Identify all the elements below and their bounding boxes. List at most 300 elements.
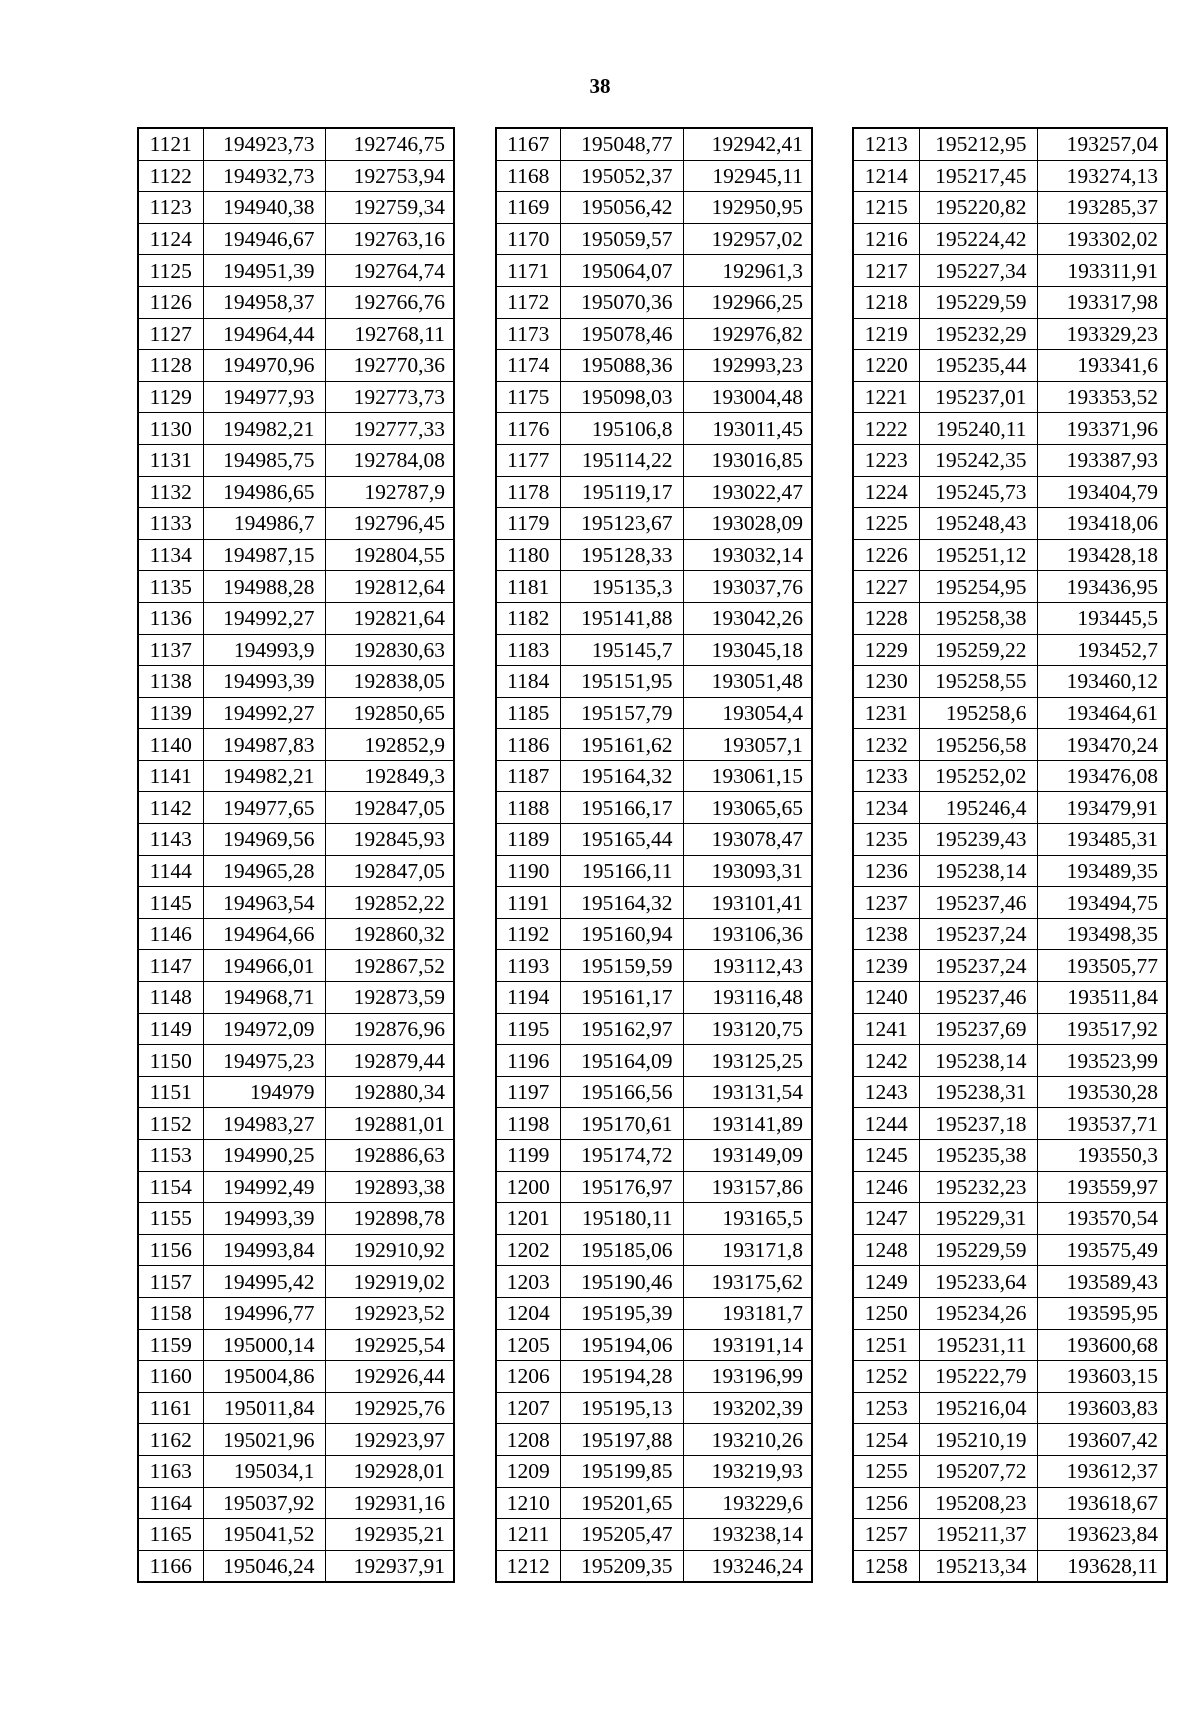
y-coordinate-cell: 193311,91 [1037,255,1167,287]
y-coordinate-cell: 192873,59 [325,982,454,1014]
table-row [496,508,812,540]
table-row [138,1013,454,1045]
point-number-cell: 1196 [496,1045,560,1077]
y-coordinate-cell: 193353,52 [1037,381,1167,413]
table-row [138,1487,454,1519]
table-row [853,1234,1167,1266]
point-number-cell: 1197 [496,1076,560,1108]
y-coordinate-cell: 193238,14 [683,1519,812,1551]
coordinates-table-2 [495,127,813,1583]
x-coordinate-cell: 195106,8 [560,413,683,445]
point-number-cell: 1240 [853,982,919,1014]
table-row [496,413,812,445]
table-row [496,602,812,634]
x-coordinate-cell: 195194,28 [560,1361,683,1393]
y-coordinate-cell: 192898,78 [325,1203,454,1235]
table-row [138,255,454,287]
table-row [853,192,1167,224]
y-coordinate-cell: 193523,99 [1037,1045,1167,1077]
table-row [853,792,1167,824]
x-coordinate-cell: 195088,36 [560,350,683,382]
x-coordinate-cell: 194985,75 [203,444,325,476]
point-number-cell: 1195 [496,1013,560,1045]
x-coordinate-cell: 195164,32 [560,760,683,792]
table-row [138,476,454,508]
x-coordinate-cell: 195201,65 [560,1487,683,1519]
table-row [853,1171,1167,1203]
table-row [853,476,1167,508]
x-coordinate-cell: 195239,43 [919,824,1037,856]
table-row [853,223,1167,255]
x-coordinate-cell: 195213,34 [919,1550,1037,1582]
x-coordinate-cell: 195114,22 [560,444,683,476]
x-coordinate-cell: 195166,11 [560,855,683,887]
x-coordinate-cell: 195194,06 [560,1329,683,1361]
x-coordinate-cell: 194986,7 [203,508,325,540]
point-number-cell: 1203 [496,1266,560,1298]
point-number-cell: 1148 [138,982,203,1014]
x-coordinate-cell: 195000,14 [203,1329,325,1361]
table-row [496,1266,812,1298]
y-coordinate-cell: 193530,28 [1037,1076,1167,1108]
x-coordinate-cell: 194964,44 [203,318,325,350]
x-coordinate-cell: 195209,35 [560,1550,683,1582]
y-coordinate-cell: 193257,04 [1037,128,1167,160]
x-coordinate-cell: 194993,9 [203,634,325,666]
x-coordinate-cell: 194982,21 [203,413,325,445]
y-coordinate-cell: 192880,34 [325,1076,454,1108]
x-coordinate-cell: 195238,14 [919,1045,1037,1077]
point-number-cell: 1217 [853,255,919,287]
y-coordinate-cell: 193387,93 [1037,444,1167,476]
table-row [496,1297,812,1329]
y-coordinate-cell: 192847,05 [325,855,454,887]
x-coordinate-cell: 195141,88 [560,602,683,634]
point-number-cell: 1124 [138,223,203,255]
y-coordinate-cell: 192925,76 [325,1392,454,1424]
x-coordinate-cell: 195176,97 [560,1171,683,1203]
table-row [853,1108,1167,1140]
point-number-cell: 1207 [496,1392,560,1424]
table-row [496,539,812,571]
table-row [138,223,454,255]
y-coordinate-cell: 193603,83 [1037,1392,1167,1424]
x-coordinate-cell: 195199,85 [560,1455,683,1487]
point-number-cell: 1128 [138,350,203,382]
y-coordinate-cell: 193559,97 [1037,1171,1167,1203]
x-coordinate-cell: 195258,6 [919,697,1037,729]
table-row [138,634,454,666]
y-coordinate-cell: 193011,45 [683,413,812,445]
table-row [496,1361,812,1393]
x-coordinate-cell: 195164,32 [560,887,683,919]
y-coordinate-cell: 193037,76 [683,571,812,603]
table-row [496,792,812,824]
table-row [496,1140,812,1172]
y-coordinate-cell: 193229,6 [683,1487,812,1519]
point-number-cell: 1255 [853,1455,919,1487]
x-coordinate-cell: 194968,71 [203,982,325,1014]
point-number-cell: 1254 [853,1424,919,1456]
point-number-cell: 1172 [496,286,560,318]
y-coordinate-cell: 192766,76 [325,286,454,318]
x-coordinate-cell: 195052,37 [560,160,683,192]
y-coordinate-cell: 192838,05 [325,666,454,698]
table-row [496,1329,812,1361]
table-row [853,128,1167,160]
x-coordinate-cell: 194972,09 [203,1013,325,1045]
point-number-cell: 1241 [853,1013,919,1045]
point-number-cell: 1125 [138,255,203,287]
point-number-cell: 1208 [496,1424,560,1456]
point-number-cell: 1180 [496,539,560,571]
y-coordinate-cell: 193404,79 [1037,476,1167,508]
table-row [496,571,812,603]
x-coordinate-cell: 195259,22 [919,634,1037,666]
x-coordinate-cell: 194986,65 [203,476,325,508]
y-coordinate-cell: 192777,33 [325,413,454,445]
point-number-cell: 1228 [853,602,919,634]
table-row [496,476,812,508]
y-coordinate-cell: 192763,16 [325,223,454,255]
table-row [853,666,1167,698]
point-number-cell: 1232 [853,729,919,761]
y-coordinate-cell: 192886,63 [325,1140,454,1172]
point-number-cell: 1206 [496,1361,560,1393]
table-row [496,223,812,255]
table-row [138,192,454,224]
x-coordinate-cell: 195195,39 [560,1297,683,1329]
point-number-cell: 1146 [138,918,203,950]
y-coordinate-cell: 192931,16 [325,1487,454,1519]
y-coordinate-cell: 193285,37 [1037,192,1167,224]
point-number-cell: 1176 [496,413,560,445]
x-coordinate-cell: 194977,65 [203,792,325,824]
point-number-cell: 1199 [496,1140,560,1172]
page-number: 38 [589,74,611,98]
table-row [496,855,812,887]
point-number-cell: 1147 [138,950,203,982]
point-number-cell: 1153 [138,1140,203,1172]
y-coordinate-cell: 193317,98 [1037,286,1167,318]
point-number-cell: 1140 [138,729,203,761]
x-coordinate-cell: 194992,27 [203,602,325,634]
y-coordinate-cell: 193476,08 [1037,760,1167,792]
x-coordinate-cell: 195145,7 [560,634,683,666]
x-coordinate-cell: 195160,94 [560,918,683,950]
y-coordinate-cell: 192849,3 [325,760,454,792]
table-row [853,1455,1167,1487]
table-row [496,634,812,666]
y-coordinate-cell: 193575,49 [1037,1234,1167,1266]
x-coordinate-cell: 195190,46 [560,1266,683,1298]
x-coordinate-cell: 194970,96 [203,350,325,382]
x-coordinate-cell: 195166,56 [560,1076,683,1108]
table-row [138,1550,454,1582]
point-number-cell: 1210 [496,1487,560,1519]
x-coordinate-cell: 195041,52 [203,1519,325,1551]
point-number-cell: 1166 [138,1550,203,1582]
point-number-cell: 1179 [496,508,560,540]
point-number-cell: 1237 [853,887,919,919]
y-coordinate-cell: 192852,9 [325,729,454,761]
table-row [138,1203,454,1235]
x-coordinate-cell: 195166,17 [560,792,683,824]
point-number-cell: 1181 [496,571,560,603]
x-coordinate-cell: 194992,27 [203,697,325,729]
table-row [138,1329,454,1361]
coordinates-table-1 [137,127,455,1583]
table-row [138,950,454,982]
y-coordinate-cell: 193460,12 [1037,666,1167,698]
point-number-cell: 1257 [853,1519,919,1551]
point-number-cell: 1155 [138,1203,203,1235]
y-coordinate-cell: 193065,65 [683,792,812,824]
x-coordinate-cell: 195211,37 [919,1519,1037,1551]
y-coordinate-cell: 192768,11 [325,318,454,350]
y-coordinate-cell: 192867,52 [325,950,454,982]
point-number-cell: 1191 [496,887,560,919]
y-coordinate-cell: 193101,41 [683,887,812,919]
y-coordinate-cell: 193116,48 [683,982,812,1014]
point-number-cell: 1201 [496,1203,560,1235]
x-coordinate-cell: 195135,3 [560,571,683,603]
table-row [853,413,1167,445]
table-row [496,982,812,1014]
y-coordinate-cell: 192821,64 [325,602,454,634]
y-coordinate-cell: 193051,48 [683,666,812,698]
table-row [138,1361,454,1393]
point-number-cell: 1234 [853,792,919,824]
point-number-cell: 1159 [138,1329,203,1361]
table-row [138,1455,454,1487]
y-coordinate-cell: 193485,31 [1037,824,1167,856]
x-coordinate-cell: 195064,07 [560,255,683,287]
point-number-cell: 1126 [138,286,203,318]
y-coordinate-cell: 193498,35 [1037,918,1167,950]
point-number-cell: 1169 [496,192,560,224]
point-number-cell: 1171 [496,255,560,287]
point-number-cell: 1204 [496,1297,560,1329]
x-coordinate-cell: 195037,92 [203,1487,325,1519]
table-row [853,160,1167,192]
y-coordinate-cell: 193341,6 [1037,350,1167,382]
point-number-cell: 1133 [138,508,203,540]
table-row [138,318,454,350]
table-row [138,918,454,950]
x-coordinate-cell: 195235,38 [919,1140,1037,1172]
x-coordinate-cell: 195161,62 [560,729,683,761]
y-coordinate-cell: 193628,11 [1037,1550,1167,1582]
y-coordinate-cell: 192926,44 [325,1361,454,1393]
table-row [138,286,454,318]
table-row [496,1550,812,1582]
y-coordinate-cell: 192860,32 [325,918,454,950]
point-number-cell: 1174 [496,350,560,382]
y-coordinate-cell: 193505,77 [1037,950,1167,982]
point-number-cell: 1178 [496,476,560,508]
y-coordinate-cell: 192976,82 [683,318,812,350]
point-number-cell: 1250 [853,1297,919,1329]
table-row [496,1234,812,1266]
point-number-cell: 1168 [496,160,560,192]
y-coordinate-cell: 192935,21 [325,1519,454,1551]
point-number-cell: 1186 [496,729,560,761]
x-coordinate-cell: 195128,33 [560,539,683,571]
point-number-cell: 1185 [496,697,560,729]
y-coordinate-cell: 193141,89 [683,1108,812,1140]
table-row [138,1424,454,1456]
x-coordinate-cell: 195232,23 [919,1171,1037,1203]
y-coordinate-cell: 193196,99 [683,1361,812,1393]
point-number-cell: 1216 [853,223,919,255]
x-coordinate-cell: 194982,21 [203,760,325,792]
point-number-cell: 1170 [496,223,560,255]
y-coordinate-cell: 193246,24 [683,1550,812,1582]
table-row [138,855,454,887]
point-number-cell: 1121 [138,128,203,160]
x-coordinate-cell: 195237,01 [919,381,1037,413]
point-number-cell: 1183 [496,634,560,666]
y-coordinate-cell: 193125,25 [683,1045,812,1077]
point-number-cell: 1193 [496,950,560,982]
y-coordinate-cell: 192919,02 [325,1266,454,1298]
y-coordinate-cell: 192784,08 [325,444,454,476]
point-number-cell: 1253 [853,1392,919,1424]
x-coordinate-cell: 195231,11 [919,1329,1037,1361]
x-coordinate-cell: 195207,72 [919,1455,1037,1487]
y-coordinate-cell: 192759,34 [325,192,454,224]
table-row [853,1424,1167,1456]
table-row [138,887,454,919]
table-row [138,539,454,571]
table-row [496,381,812,413]
y-coordinate-cell: 193612,37 [1037,1455,1167,1487]
table-row [853,602,1167,634]
x-coordinate-cell: 195197,88 [560,1424,683,1456]
point-number-cell: 1224 [853,476,919,508]
y-coordinate-cell: 193120,75 [683,1013,812,1045]
y-coordinate-cell: 193171,8 [683,1234,812,1266]
x-coordinate-cell: 195237,24 [919,950,1037,982]
y-coordinate-cell: 193093,31 [683,855,812,887]
table-row [138,1266,454,1298]
point-number-cell: 1143 [138,824,203,856]
table-row [853,697,1167,729]
x-coordinate-cell: 195070,36 [560,286,683,318]
x-coordinate-cell: 195180,11 [560,1203,683,1235]
x-coordinate-cell: 194965,28 [203,855,325,887]
x-coordinate-cell: 195245,73 [919,476,1037,508]
table-row [853,1550,1167,1582]
x-coordinate-cell: 195185,06 [560,1234,683,1266]
point-number-cell: 1194 [496,982,560,1014]
x-coordinate-cell: 195157,79 [560,697,683,729]
y-coordinate-cell: 192945,11 [683,160,812,192]
table-row [496,1392,812,1424]
x-coordinate-cell: 195242,35 [919,444,1037,476]
point-number-cell: 1249 [853,1266,919,1298]
table-row [853,1519,1167,1551]
x-coordinate-cell: 195046,24 [203,1550,325,1582]
point-number-cell: 1238 [853,918,919,950]
table-row [496,729,812,761]
table-row [138,792,454,824]
x-coordinate-cell: 195004,86 [203,1361,325,1393]
x-coordinate-cell: 194992,49 [203,1171,325,1203]
point-number-cell: 1138 [138,666,203,698]
x-coordinate-cell: 195034,1 [203,1455,325,1487]
x-coordinate-cell: 195174,72 [560,1140,683,1172]
x-coordinate-cell: 195205,47 [560,1519,683,1551]
point-number-cell: 1243 [853,1076,919,1108]
x-coordinate-cell: 195011,84 [203,1392,325,1424]
y-coordinate-cell: 193131,54 [683,1076,812,1108]
table-row [496,128,812,160]
y-coordinate-cell: 193057,1 [683,729,812,761]
x-coordinate-cell: 194977,93 [203,381,325,413]
point-number-cell: 1134 [138,539,203,571]
table-row [496,887,812,919]
point-number-cell: 1187 [496,760,560,792]
y-coordinate-cell: 193600,68 [1037,1329,1167,1361]
table-row [138,697,454,729]
table-row [853,1045,1167,1077]
x-coordinate-cell: 195021,96 [203,1424,325,1456]
x-coordinate-cell: 195098,03 [560,381,683,413]
y-coordinate-cell: 192812,64 [325,571,454,603]
table-row [853,318,1167,350]
x-coordinate-cell: 194963,54 [203,887,325,919]
x-coordinate-cell: 194987,15 [203,539,325,571]
x-coordinate-cell: 194975,23 [203,1045,325,1077]
table-row [138,350,454,382]
point-number-cell: 1152 [138,1108,203,1140]
x-coordinate-cell: 195237,46 [919,982,1037,1014]
table-row [853,950,1167,982]
y-coordinate-cell: 193219,93 [683,1455,812,1487]
point-number-cell: 1175 [496,381,560,413]
y-coordinate-cell: 193210,26 [683,1424,812,1456]
x-coordinate-cell: 195220,82 [919,192,1037,224]
x-coordinate-cell: 195217,45 [919,160,1037,192]
table-row [496,1013,812,1045]
point-number-cell: 1161 [138,1392,203,1424]
x-coordinate-cell: 195238,31 [919,1076,1037,1108]
y-coordinate-cell: 193418,06 [1037,508,1167,540]
y-coordinate-cell: 193175,62 [683,1266,812,1298]
point-number-cell: 1239 [853,950,919,982]
x-coordinate-cell: 195235,44 [919,350,1037,382]
x-coordinate-cell: 194996,77 [203,1297,325,1329]
point-number-cell: 1251 [853,1329,919,1361]
x-coordinate-cell: 194983,27 [203,1108,325,1140]
table-row [138,413,454,445]
table-row [138,982,454,1014]
y-coordinate-cell: 192923,97 [325,1424,454,1456]
y-coordinate-cell: 193623,84 [1037,1519,1167,1551]
y-coordinate-cell: 192925,54 [325,1329,454,1361]
table-row [496,318,812,350]
table-row [853,760,1167,792]
point-number-cell: 1222 [853,413,919,445]
y-coordinate-cell: 192830,63 [325,634,454,666]
point-number-cell: 1246 [853,1171,919,1203]
point-number-cell: 1218 [853,286,919,318]
x-coordinate-cell: 195162,97 [560,1013,683,1045]
point-number-cell: 1236 [853,855,919,887]
x-coordinate-cell: 194940,38 [203,192,325,224]
